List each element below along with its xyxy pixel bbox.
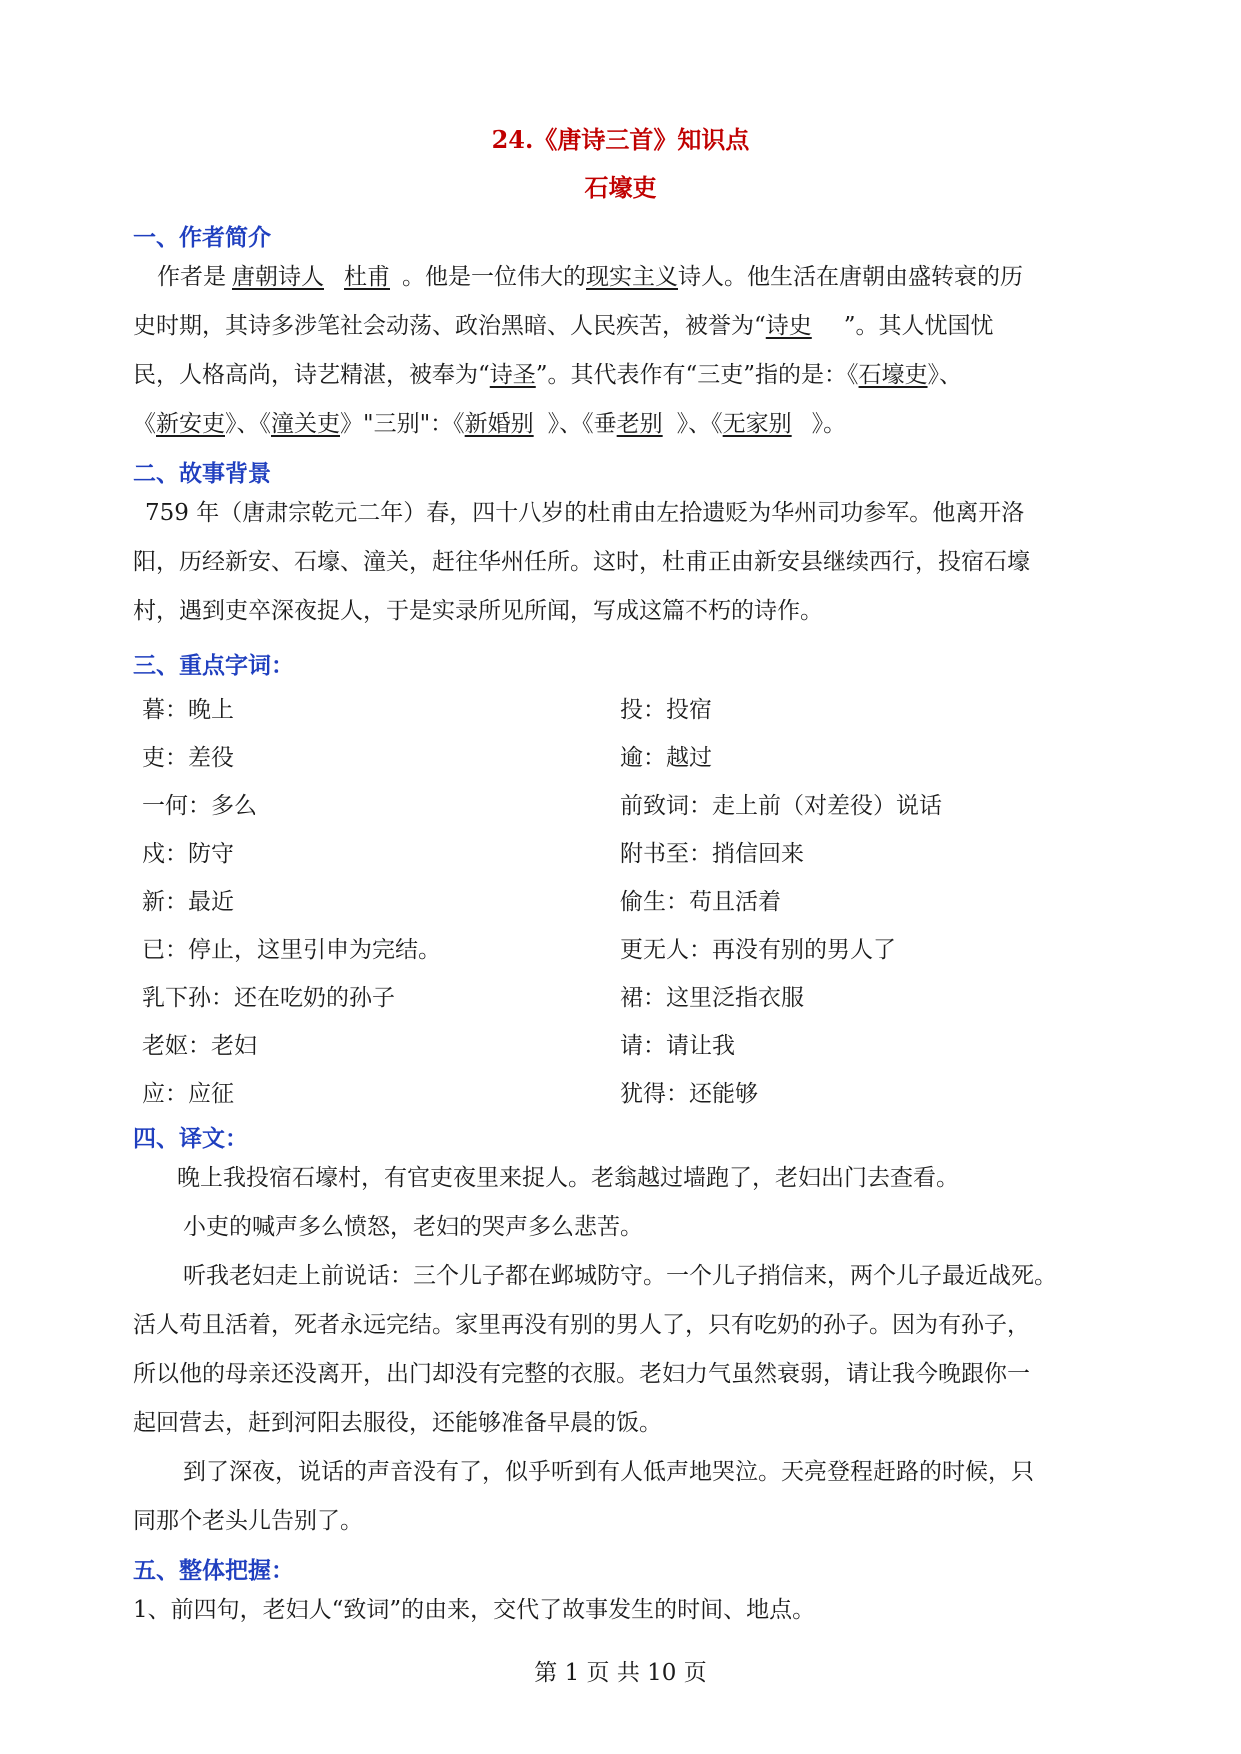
fill-blank-school: 现实主义	[586, 264, 678, 290]
heading-translation: 四、译文：	[133, 1125, 248, 1152]
document-subtitle: 石壕吏	[584, 173, 657, 202]
fill-blank-work-3: 潼关吏	[271, 411, 340, 437]
vocab-row	[142, 875, 1112, 923]
fill-blank-dynasty: 唐	[232, 264, 255, 290]
translation-line: 小吏的喊声多么愤怒，老妇的哭声多么悲苦。	[183, 1214, 643, 1240]
overview-line: 1、前四句，老妇人“致词”的由来，交代了故事发生的时间、地点。	[133, 1597, 816, 1623]
author-line-3	[133, 351, 1113, 400]
vocab-item: 请：请让我	[620, 1032, 735, 1059]
fill-blank-work-6: 无家别	[722, 411, 792, 437]
fill-blank-poet: 杜甫	[344, 264, 390, 290]
page-footer: 第 1 页 共 10 页	[534, 1660, 707, 1686]
translation-line: 到了深夜，说话的声音没有了，似乎听到有人低声地哭泣。天亮登程赶路的时候，只	[183, 1459, 1034, 1485]
vocab-item: 老妪：老妇	[142, 1032, 257, 1059]
translation-line: 听我老妇走上前说话：三个儿子都在邺城防守。一个儿子捎信来，两个儿子最近战死。	[183, 1263, 1057, 1289]
vocab-row	[142, 779, 1112, 827]
heading-author: 一、作者简介	[133, 224, 271, 251]
vocab-item: 偷生：苟且活着	[620, 888, 781, 915]
text-run: ”。其人忧国忧	[843, 313, 994, 339]
background-line: 759 年（唐肃宗乾元二年）春，四十八岁的杜甫由左拾遗贬为华州司功参军。他离开洛	[145, 500, 1025, 526]
vocab-row	[142, 971, 1112, 1019]
vocab-item: 吏：差役	[142, 744, 234, 771]
vocab-item: 投：投宿	[620, 696, 712, 723]
text-run: 》、	[927, 362, 963, 388]
text-run: 《	[133, 411, 156, 437]
vocab-item: 裙：这里泛指衣服	[620, 984, 804, 1011]
vocab-item: 新：最近	[142, 888, 234, 915]
vocab-item: 应：应征	[142, 1080, 234, 1107]
overview-paragraph	[133, 1586, 1113, 1635]
text-run: 》、《	[225, 411, 271, 437]
vocab-item: 已：停止，这里引申为完结。	[142, 936, 441, 963]
fill-blank-work-1: 石壕吏	[858, 362, 928, 388]
vocab-row	[142, 683, 1112, 731]
vocab-item: 戍：防守	[142, 840, 234, 867]
fill-blank-work-4: 新婚别	[464, 411, 534, 437]
vocab-row	[142, 1019, 1112, 1067]
vocab-table	[142, 683, 1112, 1115]
vocab-row	[142, 731, 1112, 779]
heading-vocab: 三、重点字词：	[133, 652, 294, 679]
text-run: 》、《	[676, 411, 723, 437]
background-line: 村，遇到吏卒深夜捉人，于是实录所见所闻，写成这篇不朽的诗作。	[133, 598, 823, 624]
text-run: 》。	[811, 411, 847, 437]
document-title: 24.《唐诗三首》知识点	[491, 125, 750, 154]
background-paragraph	[133, 489, 1113, 636]
text-run: 诗人。他生活在唐朝由盛转衰的历	[678, 264, 1023, 290]
background-line: 阳，历经新安、石壕、潼关，赶往华州任所。这时，杜甫正由新安县继续西行，投宿石壕	[133, 549, 1030, 575]
vocab-row	[142, 827, 1112, 875]
author-line-1	[133, 253, 1113, 302]
author-line-4	[133, 400, 1113, 449]
text-run: 》"三别"：《	[340, 411, 465, 437]
vocab-row	[142, 1067, 1112, 1115]
heading-overview: 五、整体把握：	[133, 1557, 294, 1584]
translation-line: 所以他的母亲还没离开，出门却没有完整的衣服。老妇力气虽然衰弱，请让我今晚跟你一	[133, 1361, 1030, 1387]
translation-line: 活人苟且活着，死者永远完结。家里再没有别的男人了，只有吃奶的孙子。因为有孙子，	[133, 1312, 1030, 1338]
fill-blank-work-2: 新安吏	[156, 411, 225, 437]
author-line-2	[133, 302, 1113, 351]
text-run: 史时期，其诗多涉笔社会动荡、政治黑暗、人民疾苦，被誉为“	[133, 313, 766, 339]
vocab-item: 犹得：还能够	[620, 1080, 758, 1107]
text-run: 。他是一位伟大的	[402, 264, 586, 290]
vocab-item: 逾：越过	[620, 744, 712, 771]
vocab-item: 附书至：捎信回来	[620, 840, 804, 867]
text-run: 》、《垂	[547, 411, 617, 437]
text-run: 民，人格高尚，诗艺精湛，被奉为“	[133, 362, 490, 388]
translation-line: 晚上我投宿石壕村，有官吏夜里来捉人。老翁越过墙跑了，老妇出门去查看。	[177, 1165, 959, 1191]
vocab-item: 一何：多么	[142, 792, 257, 819]
text-run: 朝诗人	[255, 264, 324, 290]
text-run: ”。其代表作有“三吏”指的是：《	[535, 362, 859, 388]
vocab-row	[142, 923, 1112, 971]
vocab-item: 更无人：再没有别的男人了	[620, 936, 896, 963]
vocab-item: 乳下孙：还在吃奶的孙子	[142, 984, 395, 1011]
fill-blank-work-5: 老别	[616, 411, 663, 437]
translation-line: 起回营去，赶到河阳去服役，还能够准备早晨的饭。	[133, 1410, 662, 1436]
heading-background: 二、故事背景	[133, 460, 271, 487]
text-run: 作者是	[157, 264, 226, 290]
vocab-item: 暮：晚上	[142, 696, 234, 723]
fill-blank-title-1: 诗史	[765, 313, 812, 339]
fill-blank-title-2: 诗圣	[489, 362, 536, 388]
translation-line: 同那个老头儿告别了。	[133, 1508, 363, 1534]
vocab-item: 前致词：走上前（对差役）说话	[620, 792, 942, 819]
author-paragraph	[133, 253, 1113, 449]
translation-paragraph	[133, 1154, 1113, 1546]
